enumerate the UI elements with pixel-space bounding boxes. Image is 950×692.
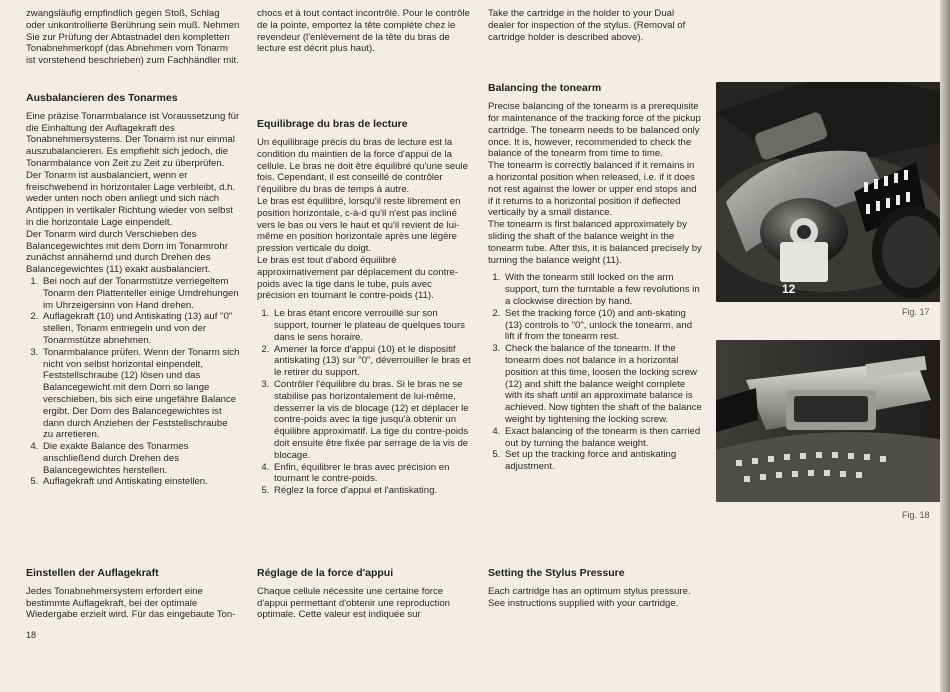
page-edge-shadow: [940, 0, 950, 692]
english-paragraph-4: Each cartridge has an optimum stylus pressure. See instructions supplied with your cartridge.: [488, 585, 691, 609]
list-item: 2. Auflagekraft (10) und Antiskating (13) auf "0" stellen, Tonarm entriegeln und von der Tonarmstütze abnehmen.: [41, 311, 240, 346]
german-paragraph-2: Der Tonarm ist ausbalanciert, wenn er freischwebend in horizontaler Lage verbleibt, d.h. weder unten noch oben anliegt und sich nach Antippen in vertikaler Richtung wieder von selbst in die horizontale Lage einpendelt.: [26, 169, 236, 228]
french-intro: chocs et à tout contact incontrôlé. Pour le contrôle de la pointe, emportez la tête complète chez le revendeur (l'enlèvement de la tête du bras de lecture est décrit plus haut).: [257, 8, 470, 55]
figure-18-caption: Fig. 18: [902, 510, 930, 520]
list-item: 3. Contrôler l'équilibre du bras. Si le bras ne se stabilise pas horizontalement de lui-même, desserrer la vis de blocage (12) et déplacer le contre-poids avec la tige jusqu'à obtenir un équilibre approximatif. La tige du contre-poids doit ensuite être fixée par serrage de la vis de blocage.: [272, 379, 471, 462]
english-paragraph-3: The tonearm is first balanced approximately by sliding the shaft of the balance weight in the tonearm tube. After this, it is balanced precisely by turning the balance weight (11).: [488, 219, 702, 266]
page-number: 18: [26, 630, 37, 640]
list-item: 1. With the tonearm still locked on the arm support, turn the turntable a few revolutions in a clockwise direction by hand.: [503, 272, 702, 307]
french-steps: [257, 308, 471, 497]
figure-17-photo: [716, 82, 944, 302]
german-intro: zwangsläufig empfindlich gegen Stoß, Schlag oder unkontrollierte Berührung sein muß. Nehmen Sie zur Prüfung der Abtastnadel den kompletten Tonabnehmerkopf (das Abnehmen vom Tonarm ist vorstehend beschrieben) zum Fachhändler mit.: [26, 8, 240, 67]
french-column-bottom: [257, 568, 471, 621]
german-column: [26, 8, 240, 488]
list-item: 2. Set the tracking force (10) and anti-skating (13) controls to "0", unlock the tonearm, and lift if from the tonearm rest.: [503, 308, 702, 343]
list-item: 4. Enfin, équilibrer le bras avec précision en tournant le contre-poids.: [272, 462, 471, 486]
list-item: 1. Bei noch auf der Tonarmstütze verriegeltem Tonarm den Plattenteller einige Umdrehungen im Uhrzeigersinn von Hand drehen.: [41, 276, 240, 311]
tonearm-balance-photo: [716, 82, 944, 302]
french-paragraph-4: Chaque cellule nécessite une certaine force d'appui permettant d'obtenir une reproduction optimale. Cette valeur est indiquée sur: [257, 585, 451, 621]
list-item: 3. Check the balance of the tonearm. If the tonearm does not balance in a horizontal position at this time, loosen the locking screw (12) and shift the balance weight complete with its shaft until an approximate balance is achieved. Now tighten the shaft of the balance weight by tightening the locking screw.: [503, 343, 702, 426]
english-heading-balancing: Balancing the tonearm: [488, 82, 602, 95]
english-column: [488, 8, 702, 473]
list-item: 5. Auflagekraft und Antiskating einstellen.: [41, 476, 240, 488]
english-steps: [488, 272, 702, 473]
french-paragraph-3: Le bras est tout d'abord équilibré approximativement par déplacement du contre-poids avec la tige dans le tube, puis avec précision en tournant le contre-poids (11).: [257, 254, 459, 302]
german-heading-balancing: Ausbalancieren des Tonarmes: [26, 91, 178, 104]
english-paragraph-2: The tonearm is correctly balanced if it remains in a horizontal position when released, i.e. if it does not rest against the lower or upper end stops and if it returns to a horizontal position if deflected vertically by a small distance.: [488, 160, 697, 219]
list-item: 4. Exact balancing of the tonearm is then carried out by turning the balance weight.: [503, 426, 702, 450]
figure-18-photo: [716, 340, 944, 502]
french-paragraph-1: Un équilibrage précis du bras de lecture est la condition du maintien de la force d'appui de la cellule. Le bras ne doit être équilibré qu'une seule fois. Cependant, il est conseillé de contrôler l'équilibre du bras de temps à autre.: [257, 136, 468, 196]
list-item: 3. Tonarmbalance prüfen. Wenn der Tonarm sich nicht von selbst horizontal einpendelt, Feststellschraube (12) lösen und das Balancegewicht mit dem Dorn so lange verschieben, bis sich eine ungefähre Balance ergibt. Der Dorn des Balancegewichtes ist dann durch Anziehen der Feststellschraube zu arretieren.: [41, 347, 240, 441]
german-heading-tracking: Einstellen der Auflagekraft: [26, 567, 159, 579]
english-paragraph-1: Precise balancing of the tonearm is a prerequisite for maintenance of the tracking force of the pickup cartridge. The tonearm needs to be balanced only once. It is, however, recommended to check the balance of the tonearm from time to time.: [488, 101, 701, 160]
german-column-bottom: [26, 568, 240, 621]
list-item: 1. Le bras étant encore verrouillé sur son support, tourner le plateau de quelques tours dans le sens horaire.: [272, 308, 471, 343]
french-heading-tracking: Réglage de la force d'appui: [257, 567, 394, 579]
french-heading-balancing: Equilibrage du bras de lecture: [257, 118, 408, 131]
german-paragraph-4: Jedes Tonabnehmersystem erfordert eine bestimmte Auflagekraft, bei der optimale Wiedergabe erzielt wird. Für das eingebaute Ton-: [26, 585, 236, 621]
english-column-bottom: [488, 568, 702, 609]
english-intro: Take the cartridge in the holder to your Dual dealer for inspection of the stylus. (Removal of cartridge holder is described above).: [488, 8, 686, 43]
list-item: 5. Set up the tracking force and antiskating adjustment.: [503, 449, 702, 473]
french-paragraph-2: Le bras est équilibré, lorsqu'il reste librement en position horizontale, c-à-d qu'il n'est pas incliné vers le bas ou vers le haut et qu'il revient de lui-même en position horizontale après une légère pression verticale du doigt.: [257, 195, 461, 255]
list-item: 2. Amener la force d'appui (10) et le dispositif antiskating (13) sur "0", déverrouiller le bras et le retirer du support.: [272, 344, 471, 379]
figure-17-callout: 12: [782, 282, 796, 296]
german-paragraph-3: Der Tonarm wird durch Verschieben des Balancegewichtes mit dem Dorn im Tonarmrohr zunächst annähernd und durch Drehen des Balancegewichtes (11) exakt ausbalanciert.: [26, 228, 228, 276]
english-heading-tracking: Setting the Stylus Pressure: [488, 567, 625, 579]
figure-17-caption: Fig. 17: [902, 307, 930, 317]
german-steps: [26, 276, 240, 488]
german-paragraph-1: Eine präzise Tonarmbalance ist Voraussetzung für die Einhaltung der Auflagekraft des Tonabnehmersystems. Der Tonarm ist nur einmal auszubalancieren. Es empfiehlt sich jedoch, die Tonarmbalance von Zeit zu Zeit zu überprüfen.: [26, 110, 240, 169]
french-column: [257, 8, 471, 497]
cartridge-headshell-photo: [716, 340, 944, 502]
list-item: 4. Die exakte Balance des Tonarmes anschließend durch Drehen des Balancegewichtes herstellen.: [41, 441, 240, 476]
list-item: 5. Réglez la force d'appui et l'antiskating.: [272, 485, 471, 497]
